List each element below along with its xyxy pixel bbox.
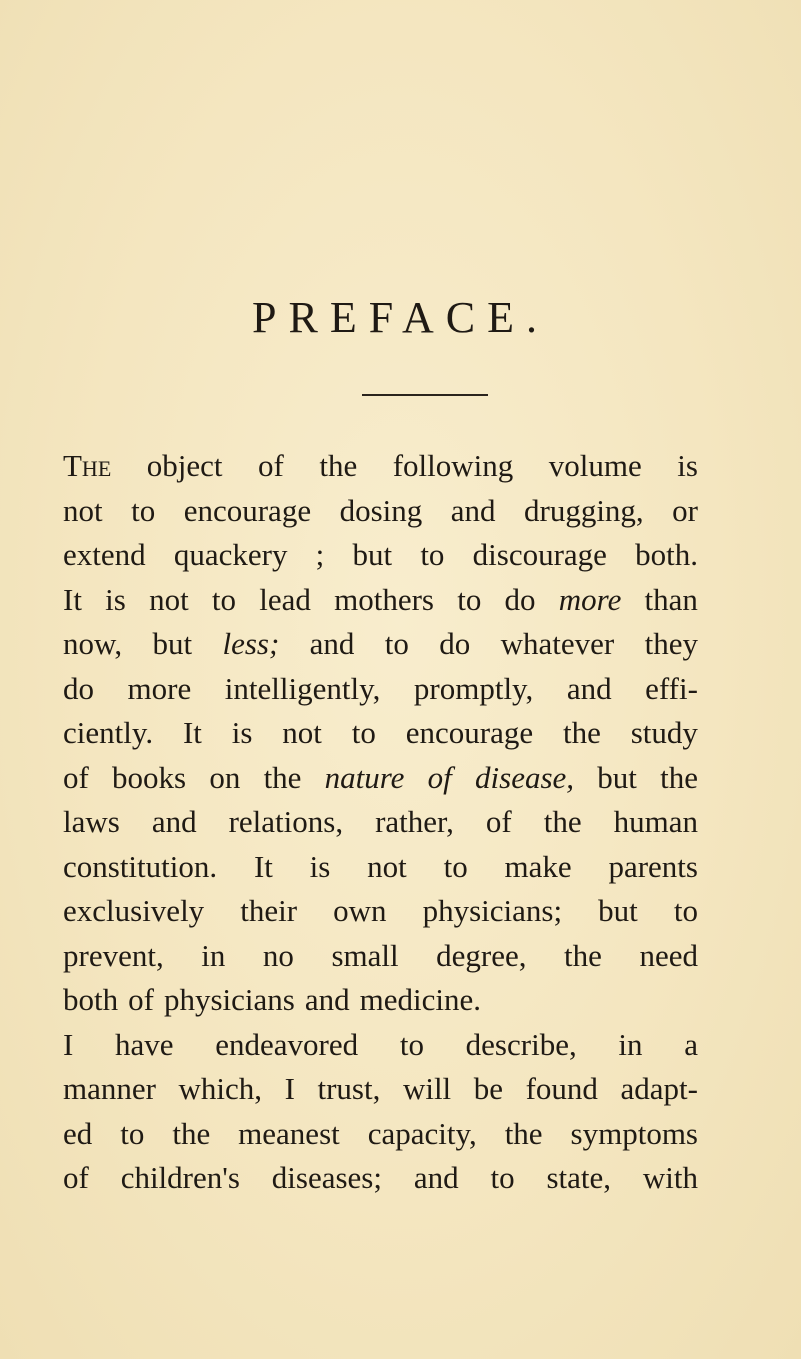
word: manner [63,1071,156,1106]
word: to [420,537,445,572]
word: with [642,1160,698,1195]
word: trust, [317,1071,381,1106]
word: children's [120,1160,240,1195]
word: and [450,492,496,528]
word: the [660,759,698,795]
word: more [558,581,622,617]
word: of [63,759,89,795]
word: ; [315,537,325,572]
word: disease, [475,759,575,795]
page-title: PREFACE. [252,293,549,342]
word: intelligently, [224,670,381,706]
word: both. [635,537,698,572]
word: less; [222,626,280,661]
preface-body [63,444,698,1201]
word: do [439,626,471,661]
word: physicians [163,982,295,1017]
word: and [151,804,197,839]
word: symptoms [570,1115,698,1151]
text-line [63,800,698,845]
word: dosing [339,492,423,528]
word: capacity, [367,1115,477,1151]
word: to [673,893,698,928]
text-line [63,1023,698,1068]
word: be [473,1071,503,1106]
word: and [309,626,355,661]
word: not [149,581,189,617]
word: following [392,448,514,483]
word: effi- [645,670,698,706]
word: no [262,937,294,973]
word: more [127,670,192,706]
word: and [413,1160,459,1195]
text-line [63,622,698,667]
word: will [402,1071,452,1106]
word: rather, [375,804,454,839]
word: to [120,1115,145,1151]
word: the [172,1115,211,1151]
word: or [672,492,698,528]
word: I [63,1026,74,1062]
word: state, [546,1160,611,1195]
word: diseases; [271,1160,382,1195]
word: the [563,715,601,750]
word: describe, [465,1026,577,1062]
word: of [63,1160,89,1195]
word: to [384,626,409,661]
word: their [240,893,298,928]
word: not [63,492,103,528]
word: study [630,715,698,750]
word: the [504,1115,543,1151]
word: is [677,448,698,483]
word: to [443,848,468,884]
word: make [504,848,572,884]
word: It [63,581,82,617]
word: ed [63,1115,93,1151]
text-line [63,1156,698,1201]
text-line [63,578,698,623]
title-rule [362,394,488,396]
word: to [131,492,156,528]
word: they [644,626,698,661]
text-line [63,978,698,1023]
text-line [63,667,698,712]
word: I [284,1071,295,1106]
word: the [263,759,302,795]
word: the [564,937,602,973]
word: relations, [228,804,344,839]
word: to [457,581,482,617]
word: in [618,1026,643,1062]
word: now, [63,626,123,661]
word: degree, [436,937,527,973]
word: do [504,581,536,617]
word: the [319,448,358,483]
word: encourage [183,492,312,528]
text-line [63,845,698,890]
word: but [598,893,638,928]
text-line [63,1112,698,1157]
text-line [63,889,698,934]
word: is [105,581,126,617]
word: a [684,1026,698,1062]
text-line [63,489,698,534]
word: to [490,1160,515,1195]
word: on [209,759,241,795]
text-line [63,711,698,756]
word: but [152,626,193,661]
word: but [597,759,637,795]
word: of [485,804,512,839]
word: promptly, [413,670,534,706]
word: meanest [238,1115,340,1151]
word: quackery [173,537,288,572]
word: small [331,937,399,973]
word: have [115,1026,174,1062]
word: whatever [500,626,615,661]
word: human [613,804,698,839]
word: is [309,848,331,884]
word: to [399,1026,424,1062]
word: books [112,759,187,795]
word: volume [548,448,642,483]
word: found [525,1071,598,1106]
word: The [63,448,112,483]
word: in [201,937,226,973]
word: of [128,982,154,1017]
word: do [63,670,94,706]
text-line [63,934,698,979]
word: both [63,982,119,1017]
text-line [63,756,698,801]
word: to [351,715,376,750]
word: not [367,848,407,884]
word: medicine. [359,982,481,1017]
word: constitution. [63,848,218,884]
text-line [63,533,698,578]
word: lead [259,581,311,617]
word: discourage [472,537,607,572]
word: nature [324,759,405,795]
word: own [333,893,387,928]
word: mothers [334,581,434,617]
word: exclusively [63,893,205,928]
word: of [427,759,452,795]
word: physicians; [422,893,563,928]
word: endeavored [215,1026,359,1062]
word: object [146,448,223,483]
word: parents [608,848,698,884]
word: need [639,937,698,973]
word: drugging, [524,492,644,528]
word: than [644,581,698,617]
word: It [182,715,202,750]
word: adapt- [620,1071,698,1106]
word: ciently. [63,715,154,750]
text-line [63,444,698,489]
word: encourage [405,715,534,750]
word: extend [63,537,146,572]
word: It [253,848,273,884]
word: is [231,715,253,750]
word: the [543,804,582,839]
word: and [566,670,612,706]
word: prevent, [63,937,164,973]
word: not [282,715,322,750]
word: laws [63,804,120,839]
text-line [63,1067,698,1112]
word: of [258,448,284,483]
word: which, [178,1071,263,1106]
word: to [211,581,237,617]
word: but [352,537,393,572]
word: and [304,982,350,1017]
